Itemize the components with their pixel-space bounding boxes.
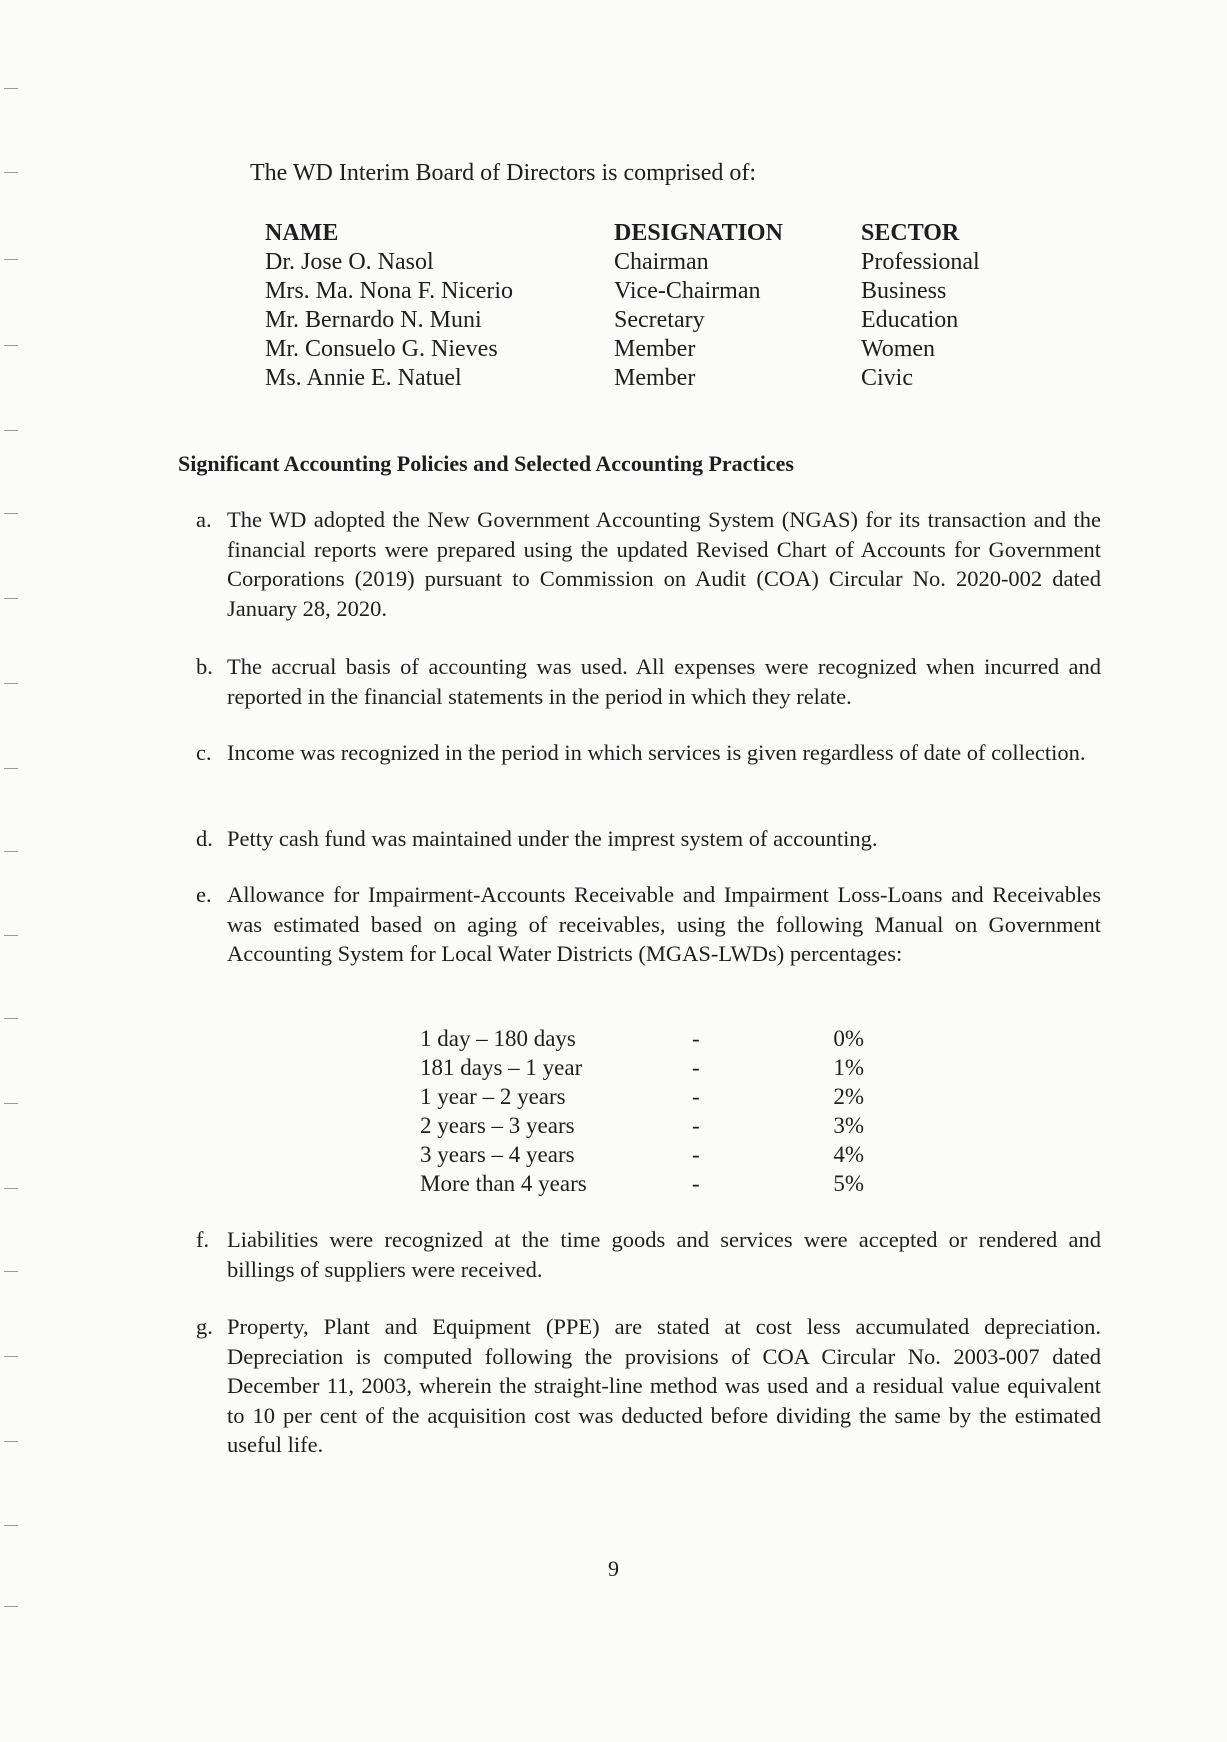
binding-mark	[4, 172, 18, 173]
policy-item-b	[196, 652, 1101, 711]
aging-rate: 0%	[833, 1026, 864, 1051]
binding-mark	[4, 1188, 18, 1189]
binding-mark	[4, 1441, 18, 1442]
aging-period: 1 day – 180 days	[420, 1026, 576, 1051]
item-label: b.	[196, 654, 213, 679]
aging-dash: -	[692, 1171, 700, 1196]
item-label: d.	[196, 826, 213, 851]
aging-period: 1 year – 2 years	[420, 1084, 566, 1109]
designation-column-header: DESIGNATION	[614, 220, 783, 246]
aging-dash: -	[692, 1084, 700, 1109]
binding-mark	[4, 935, 18, 936]
aging-dash: -	[692, 1055, 700, 1080]
binding-mark	[4, 430, 18, 431]
aging-dash: -	[692, 1113, 700, 1138]
page-number: 9	[608, 1556, 619, 1581]
aging-period: 2 years – 3 years	[420, 1113, 575, 1138]
item-label: a.	[196, 507, 212, 532]
aging-row	[420, 1140, 864, 1169]
item-text: Allowance for Impairment-Accounts Receivable and Impairment Loss-Loans and Receivables was estimated based on aging of receivables, using the following Manual on Government Accounting System for Local Water Districts (MGAS-LWDs) percentages:	[227, 882, 1101, 966]
item-label: e.	[196, 882, 212, 907]
member-designation: Member	[614, 365, 696, 391]
item-text: Liabilities were recognized at the time goods and services were accepted or rendered and billings of suppliers were received.	[227, 1227, 1101, 1282]
section-title: Significant Accounting Policies and Selected Accounting Practices	[178, 451, 794, 476]
member-sector: Professional	[861, 249, 980, 275]
binding-mark	[4, 683, 18, 684]
aging-rate: 3%	[833, 1113, 864, 1138]
item-label: c.	[196, 740, 212, 765]
aging-rate: 4%	[833, 1142, 864, 1167]
item-text: The accrual basis of accounting was used. All expenses were recognized when incurred and reported in the financial statements in the period in which they relate.	[227, 654, 1101, 709]
aging-period: 3 years – 4 years	[420, 1142, 575, 1167]
member-name: Dr. Jose O. Nasol	[265, 249, 434, 275]
aging-row	[420, 1169, 864, 1198]
binding-mark	[4, 768, 18, 769]
aging-rate: 5%	[833, 1171, 864, 1196]
member-designation: Chairman	[614, 249, 709, 275]
binding-mark	[4, 259, 18, 260]
sector-column-header: SECTOR	[861, 220, 960, 246]
aging-row	[420, 1024, 864, 1053]
binding-mark	[4, 1525, 18, 1526]
binding-mark	[4, 513, 18, 514]
item-text: Petty cash fund was maintained under the imprest system of accounting.	[227, 826, 878, 851]
board-member-row	[265, 335, 1025, 364]
binding-mark	[4, 1606, 18, 1607]
board-member-row	[265, 306, 1025, 335]
board-intro: The WD Interim Board of Directors is comprised of:	[250, 160, 757, 186]
aging-dash: -	[692, 1142, 700, 1167]
member-name: Ms. Annie E. Natuel	[265, 365, 462, 391]
policy-item-c	[196, 738, 1101, 768]
binding-mark	[4, 1103, 18, 1104]
member-sector: Education	[861, 307, 959, 333]
member-designation: Vice-Chairman	[614, 278, 761, 304]
binding-mark	[4, 598, 18, 599]
board-member-row	[265, 248, 1025, 277]
item-text: The WD adopted the New Government Accounting System (NGAS) for its transaction and the financial reports were prepared using the updated Revised Chart of Accounts for Government Corporations (2019) pursuant to Commission on Audit (COA) Circular No. 2020-002 dated January 28, 2020.	[227, 507, 1101, 621]
board-member-row	[265, 364, 1025, 393]
binding-mark	[4, 851, 18, 852]
binding-mark	[4, 1356, 18, 1357]
aging-period: 181 days – 1 year	[420, 1055, 583, 1080]
binding-mark	[4, 88, 18, 89]
item-label: g.	[196, 1314, 213, 1339]
aging-row	[420, 1053, 864, 1082]
member-designation: Secretary	[614, 307, 705, 333]
item-text: Property, Plant and Equipment (PPE) are stated at cost less accumulated depreciation. Depreciation is computed following the provisions of COA Circular No. 2003-007 dated December 11, 2003, wherein the straight-line method was used and a residual value equivalent to 10 per cent of the acquisition cost was deducted before dividing the same by the estimated useful life.	[227, 1314, 1101, 1457]
item-label: f.	[196, 1227, 210, 1252]
aging-rate: 1%	[833, 1055, 864, 1080]
member-name: Mr. Bernardo N. Muni	[265, 307, 482, 333]
policy-item-e	[196, 880, 1101, 969]
member-name: Mrs. Ma. Nona F. Nicerio	[265, 278, 514, 304]
member-sector: Business	[861, 278, 947, 304]
board-table	[265, 219, 1025, 393]
policy-item-f	[196, 1225, 1101, 1284]
name-column-header: NAME	[265, 220, 339, 246]
aging-period: More than 4 years	[420, 1171, 587, 1196]
aging-row	[420, 1111, 864, 1140]
aging-rate: 2%	[833, 1084, 864, 1109]
member-name: Mr. Consuelo G. Nieves	[265, 336, 498, 362]
member-sector: Women	[861, 336, 936, 362]
policy-item-d	[196, 824, 1101, 854]
aging-table	[420, 1024, 864, 1198]
policy-item-a	[196, 505, 1101, 623]
board-member-row	[265, 277, 1025, 306]
aging-row	[420, 1082, 864, 1111]
binding-mark	[4, 1271, 18, 1272]
item-text: Income was recognized in the period in which services is given regardless of date of collection.	[227, 740, 1086, 765]
aging-dash: -	[692, 1026, 700, 1051]
member-sector: Civic	[861, 365, 913, 391]
member-designation: Member	[614, 336, 696, 362]
policy-item-g	[196, 1312, 1101, 1460]
board-table-header	[265, 219, 1025, 248]
binding-mark	[4, 345, 18, 346]
binding-mark	[4, 1018, 18, 1019]
